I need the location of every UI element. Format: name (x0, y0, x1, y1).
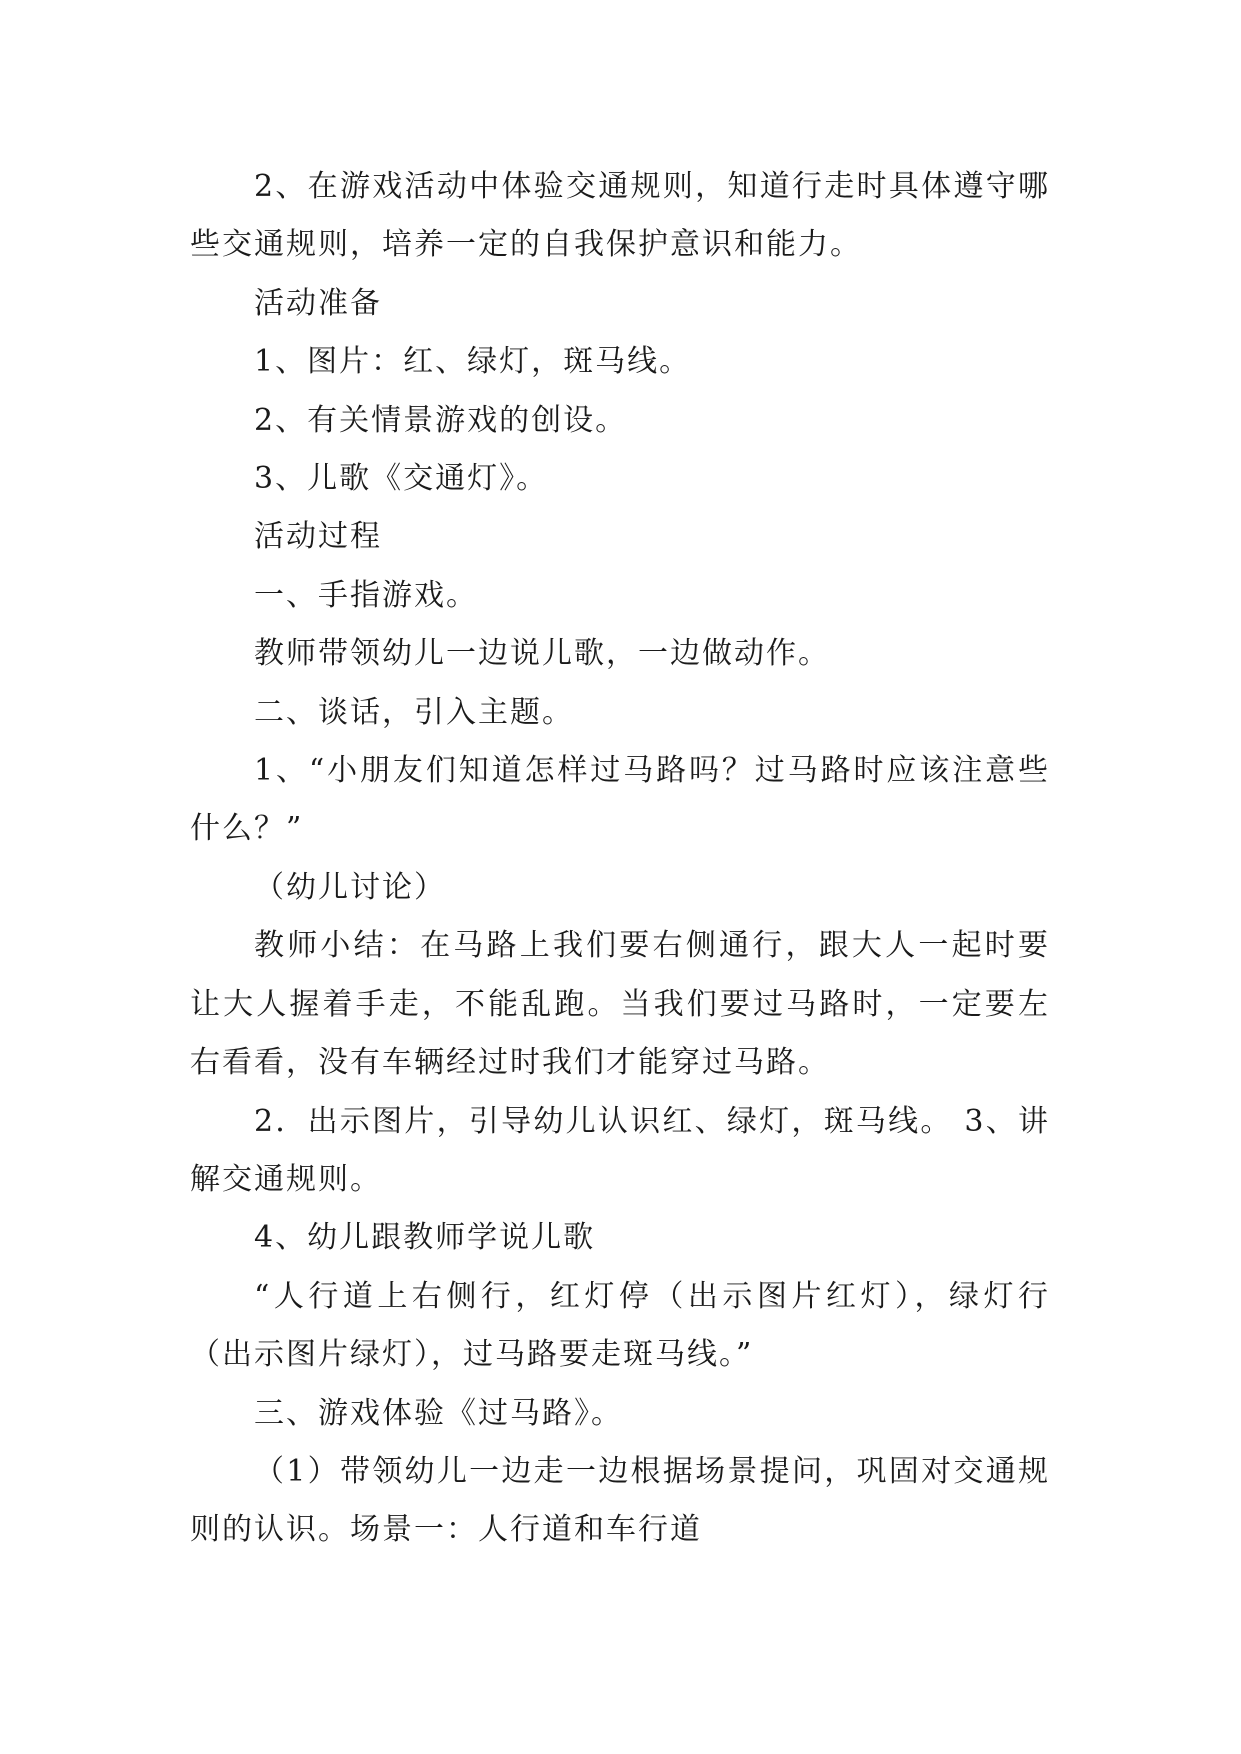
paragraph-goal-2: 2、在游戏活动中体验交通规则，知道行走时具体遵守哪些交通规则，培养一定的自我保护意识和能力。 (190, 169, 1050, 263)
paragraph-teacher-summary: 教师小结：在马路上我们要右侧通行，跟大人一起时要让大人握着手走，不能乱跑。当我们要过马路时，一定要左右看看，没有车辆经过时我们才能穿过马路。 (190, 928, 1050, 1081)
paragraph-step-1: 一、手指游戏。 (254, 577, 478, 613)
paragraph-prep-2: 2、有关情景游戏的创设。 (254, 402, 628, 438)
paragraph-step-2: 二、谈话，引入主题。 (254, 694, 574, 730)
paragraph-game-detail: （1）带领幼儿一边走一边根据场景提问，巩固对交通规则的认识。场景一：人行道和车行道 (190, 1453, 1050, 1548)
paragraph-learn-song: 4、幼儿跟教师学说儿歌 (254, 1220, 596, 1256)
heading-activity-preparation: 活动准备 (254, 285, 382, 321)
document-body (190, 158, 1050, 1560)
heading-activity-process: 活动过程 (254, 519, 382, 555)
paragraph-step-3: 三、游戏体验《过马路》。 (254, 1395, 623, 1431)
paragraph-step-1-detail: 教师带领幼儿一边说儿歌，一边做动作。 (254, 636, 830, 672)
paragraph-show-pictures: 2．出示图片，引导幼儿认识红、绿灯，斑马线。 3、讲解交通规则。 (190, 1103, 1050, 1197)
paragraph-question: 1、“小朋友们知道怎样过马路吗？过马路时应该注意些什么？” (190, 753, 1050, 847)
paragraph-prep-3: 3、儿歌《交通灯》。 (254, 461, 549, 497)
paragraph-song-lyrics: “人行道上右侧行，红灯停（出示图片红灯），绿灯行（出示图片绿灯），过马路要走斑马线。” (190, 1278, 1050, 1373)
paragraph-discussion: （幼儿讨论） (254, 869, 446, 905)
paragraph-prep-1: 1、图片：红、绿灯，斑马线。 (254, 344, 692, 380)
